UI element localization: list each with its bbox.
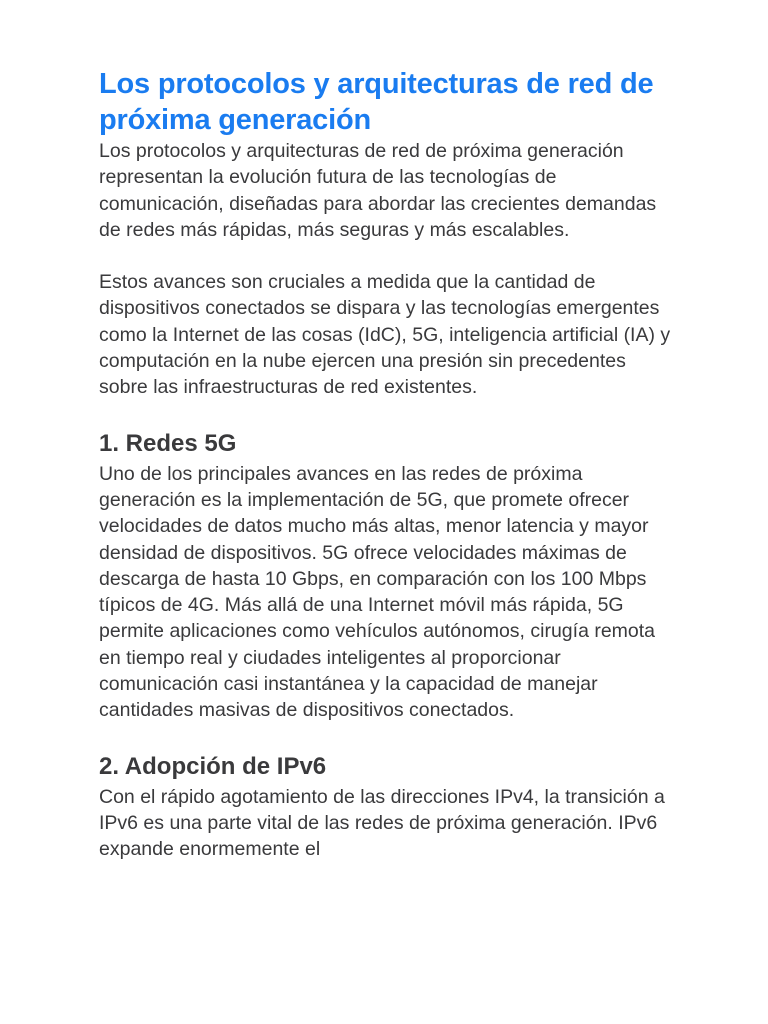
intro-paragraph-1: Los protocolos y arquitecturas de red de próxima generación representan la evolución futura de las tecnologías de comunicación, diseñadas para abordar las crecientes demandas de redes más rápidas, más seguras y más escalables. — [99, 140, 657, 241]
section-spacer — [99, 724, 679, 750]
intro-paragraph-2: Estos avances son cruciales a medida que la cantidad de dispositivos conectados se dispara y las tecnologías emergentes como la Internet de las cosas (IdC), 5G, inteligencia artificial (IA) y computación en la nube ejercen una presión sin precedentes sobre las infraestructuras de red existentes. — [99, 271, 671, 399]
document-page — [99, 66, 679, 863]
section-heading-5g: 1. Redes 5G — [99, 429, 237, 457]
document-title: Los protocolos y arquitecturas de red de próxima generación — [99, 68, 654, 136]
section-body-5g: Uno de los principales avances en las redes de próxima generación es la implementación de 5G, que promete ofrecer velocidades de datos mucho más altas, menor latencia y mayor densidad de dispositivos. 5G ofrece velocidades máximas de descarga de hasta 10 Gbps, en comparación con los 100 Mbps típicos de 4G. Más allá de una Internet móvil más rápida, 5G permite aplicaciones como vehículos autónomos, cirugía remota en tiempo real y ciudades inteligentes al proporcionar comunicación casi instantánea y la capacidad de manejar cantidades masivas de dispositivos conectados. — [99, 462, 656, 722]
section-body-ipv6: Con el rápido agotamiento de las direcciones IPv4, la transición a IPv6 es una parte vital de las redes de próxima generación. IPv6 expande enormemente el — [99, 785, 665, 861]
paragraph-spacer — [99, 243, 679, 269]
section-spacer — [99, 401, 679, 427]
section-heading-ipv6: 2. Adopción de IPv6 — [99, 752, 327, 780]
